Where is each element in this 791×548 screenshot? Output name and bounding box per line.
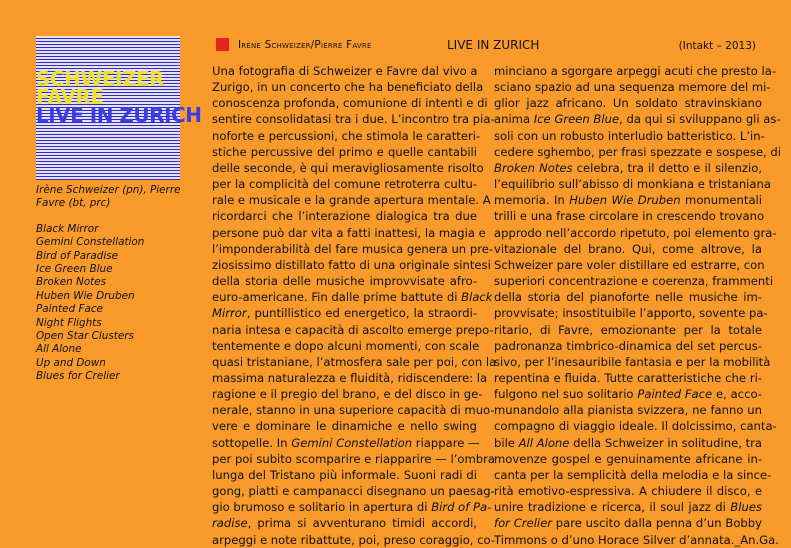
review-line: soli con un robusto interludio batteristico. L’in- bbox=[494, 128, 765, 143]
review-line: vitazionale del brano. Qui, come altrove, la bbox=[494, 241, 762, 256]
review-line: padronanza timbrico-dinamica del set percus- bbox=[494, 338, 762, 353]
track-item: All Alone bbox=[36, 343, 82, 356]
review-line: per poi subito scomparire e riapparire — l’ombra bbox=[212, 451, 496, 466]
sidebar bbox=[36, 184, 186, 384]
review-line: delle seconde, è qui meravigliosamente risolto bbox=[212, 160, 484, 175]
review-line: gio brumoso e solitario in apertura di Bird of Pa- bbox=[212, 500, 492, 515]
review-line: nerale, stanno in una superiore capacità di muo- bbox=[212, 403, 495, 418]
track-item: Open Star Clusters bbox=[36, 330, 134, 343]
review-line: lunga del Tristano più informale. Suoni radi di bbox=[212, 467, 477, 482]
review-line: anima Ice Green Blue, da qui si sviluppano gli as- bbox=[494, 112, 781, 127]
review-line: Mirror, puntillistico ed energetico, la straordi- bbox=[212, 306, 477, 321]
review-line: vere e dominare le dinamiche e nello swing bbox=[212, 419, 477, 434]
review-line: gong, piatti e campanacci disegnano un paesag- bbox=[212, 484, 495, 499]
artists-name: Irène Schweizer/Pierre Favre bbox=[238, 39, 372, 51]
review-line: repentina e fluida. Tutte caratteristiche che ri- bbox=[494, 370, 762, 385]
review-line: sottopelle. In Gemini Constellation riappare — bbox=[212, 435, 480, 450]
review-column-1 bbox=[212, 63, 497, 548]
review-line: unire tradizione e ricerca, il soul jazz di Blues bbox=[494, 500, 762, 515]
review-line: cedere sghembo, per frasi spezzate e sospese, di bbox=[494, 144, 781, 159]
review-line: naria intesa e capacità di ascolto emerge prepo- bbox=[212, 322, 494, 337]
review-line: fulgono nel suo solitario Painted Face e, acco- bbox=[494, 387, 762, 402]
review-line: sivo, per l’inesauribile fantasia e per la mobilità bbox=[494, 354, 771, 369]
review-line: ziosissimo distillato fatto di una originale sintesi bbox=[212, 257, 491, 272]
album-title: LIVE IN ZURICH bbox=[447, 38, 540, 52]
review-line: per la complicità del comune retroterra cultu- bbox=[212, 177, 477, 192]
musician-credits: Irène Schweizer (pn), Pierre Favre (bt, prc) bbox=[36, 184, 181, 210]
cover-title-line-2: FAVRE bbox=[36, 85, 104, 109]
track-item: Painted Face bbox=[36, 303, 103, 316]
review-line: conoscenza profonda, comunione di intenti e di bbox=[212, 96, 488, 111]
review-line: rità emotivo-espressiva. A chiudere il disco, e bbox=[494, 484, 762, 499]
track-item: Gemini Constellation bbox=[36, 236, 145, 249]
review-header bbox=[216, 38, 756, 54]
review-line: sentire consolidatasi tra i due. L’incontro tra pia- bbox=[212, 112, 495, 127]
review-line: radise, prima si avventurano timidi accordi, bbox=[212, 516, 477, 531]
review-line: della storia del pianoforte nelle musiche im- bbox=[494, 290, 762, 305]
track-item: Night Flights bbox=[36, 316, 102, 329]
track-item: Up and Down bbox=[36, 356, 106, 369]
review-line: memoria. In Huben Wie Druben monumentali bbox=[494, 193, 762, 208]
cover-title-line-1: SCHWEIZER bbox=[36, 67, 165, 91]
review-line: ricordarci che l’interazione dialogica tra due bbox=[212, 209, 477, 224]
review-line: superiori concentrazione e coerenza, frammenti bbox=[494, 274, 774, 289]
review-line: stiche percussive del primo e quelle cantabili bbox=[212, 144, 477, 159]
record-label-year: (Intakt – 2013) bbox=[678, 40, 756, 52]
track-item: Bird of Paradise bbox=[36, 249, 119, 262]
review-line: ritario, di Favre, emozionante per la totale bbox=[494, 322, 762, 337]
review-line: tentemente e dopo alcuni momenti, con scale bbox=[212, 338, 480, 353]
review-line: provvisate; insostituibile l’apporto, sovente pa- bbox=[494, 306, 768, 321]
review-line: l’equilibrio sull’abisso di monkiana e tristaniana bbox=[494, 177, 771, 192]
cover-title-line-3: LIVE IN ZURICH bbox=[36, 103, 202, 127]
review-column-2 bbox=[494, 63, 781, 548]
review-line: trilli e una frase circolare in crescendo trovano bbox=[494, 209, 765, 224]
track-item: Huben Wie Druben bbox=[36, 289, 135, 302]
track-item: Broken Notes bbox=[36, 276, 107, 289]
review-line: bile All Alone della Schweizer in solitudine, tra bbox=[494, 435, 762, 450]
review-line: Schweizer pare voler distillare ed estrarre, con bbox=[494, 257, 765, 272]
review-line: minciano a sgorgare arpeggi acuti che presto la- bbox=[494, 64, 777, 78]
review-line: compagno di viaggio ideale. Il dolcissimo, canta- bbox=[494, 419, 777, 434]
review-line: massima naturalezza e fluidità, ridiscendere: la bbox=[212, 370, 488, 385]
review-line: canta per la semplicità della melodia e la since- bbox=[494, 467, 772, 482]
review-line: glior jazz africano. Un soldato stravinskiano bbox=[494, 96, 762, 111]
track-item: Blues for Crelier bbox=[36, 370, 120, 383]
review-line: approdo nell’accordo ripetuto, poi elemento gra- bbox=[494, 225, 777, 240]
review-line: munandolo alla pianista svizzera, ne fanno un bbox=[494, 403, 762, 418]
review-line: Broken Notes celebra, tra il detto e il silenzio, bbox=[494, 160, 763, 175]
review-line: rale e musicale e la grande apertura mentale. A bbox=[212, 193, 491, 208]
review-line: noforte e percussioni, che stimola le caratteri- bbox=[212, 128, 481, 143]
review-line: for Crelier pare uscito dalla penna d’un Bobby bbox=[494, 516, 763, 531]
review-line: l’imponderabilità del fare musica genera un pre- bbox=[212, 241, 494, 256]
review-line: Una fotografia di Schweizer e Favre dal vivo a bbox=[212, 64, 478, 78]
album-cover bbox=[36, 36, 202, 180]
review-line: euro-americane. Fin dalle prime battute di Black bbox=[212, 290, 493, 305]
track-list bbox=[36, 223, 186, 384]
track-item: Ice Green Blue bbox=[36, 263, 113, 276]
red-square-marker bbox=[216, 38, 229, 51]
review-line: della storia delle musiche improvvisate afro- bbox=[212, 274, 477, 289]
review-line: arpeggi e note ribattute, poi, preso coraggio, co- bbox=[212, 532, 496, 547]
review-line: ragione e il pregio del brano, e del disco in ge- bbox=[212, 387, 483, 402]
review-line: movenze gospel e genuinamente africane in- bbox=[494, 451, 762, 466]
review-line: sciano spazio ad una sequenza memore del mi- bbox=[494, 80, 771, 95]
review-line: Zurigo, in un concerto che ha beneficiato della bbox=[212, 80, 484, 95]
track-item: Black Mirror bbox=[36, 222, 99, 235]
review-line: Timmons o d’uno Horace Silver d’annata._An.Ga. bbox=[494, 532, 779, 547]
review-line: persone può dar vita a fatti inattesi, la magia e bbox=[212, 225, 486, 240]
review-line: quasi tristaniane, l’atmosfera sale per poi, con la bbox=[212, 354, 497, 369]
